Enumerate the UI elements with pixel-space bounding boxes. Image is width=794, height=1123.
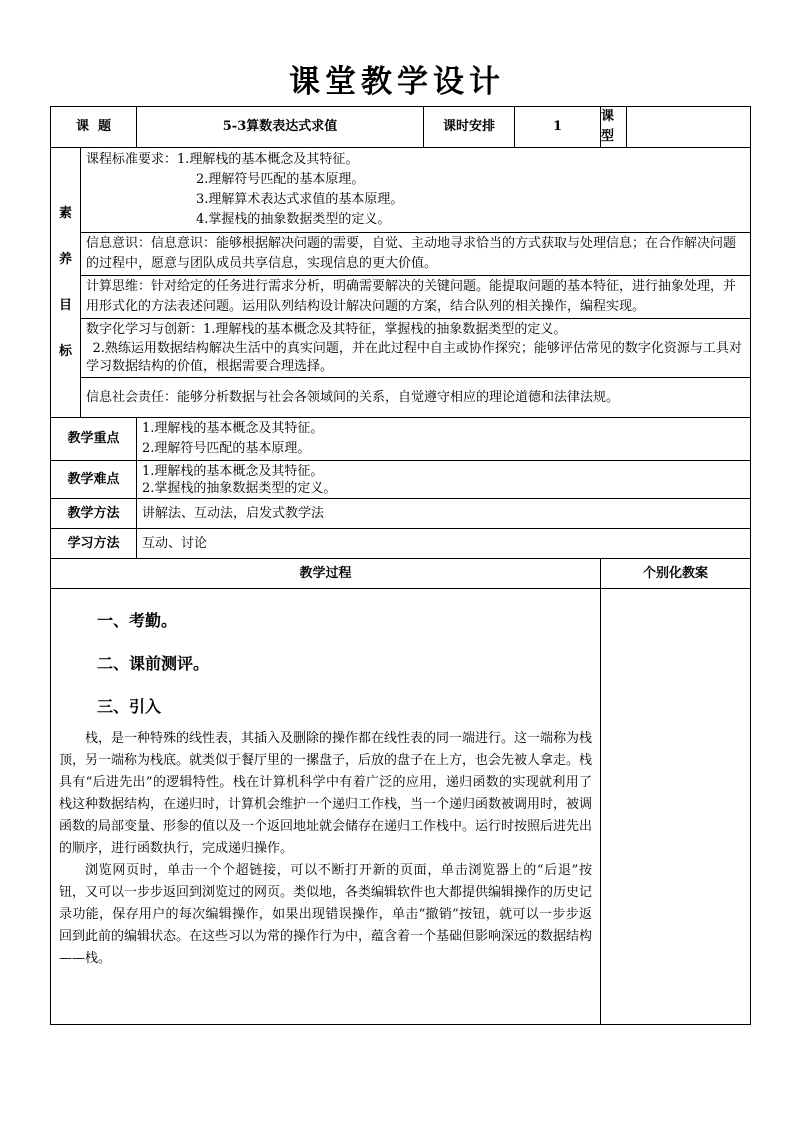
learning-methods-label: 学习方法 <box>51 529 137 559</box>
teaching-methods-label: 教学方法 <box>51 499 137 529</box>
literacy-label-char: 素 <box>58 205 72 221</box>
individual-plan-head: 个别化教案 <box>601 559 751 589</box>
literacy-label <box>51 148 81 418</box>
section-heading: 二、课前测评。 <box>97 654 210 673</box>
topic-value: 5-3算数表达式求值 <box>137 107 424 148</box>
literacy-label-char: 目 <box>58 297 72 313</box>
individual-plan-body <box>601 589 751 1025</box>
key-point-item: 2.理解符号匹配的基本原理。 <box>142 441 311 456</box>
schedule-value: 1 <box>515 107 601 148</box>
difficulties-label: 教学难点 <box>51 461 137 499</box>
teaching-methods-value: 讲解法、互动法，启发式教学法 <box>137 499 751 529</box>
difficulty-item: 1.理解栈的基本概念及其特征。 <box>142 463 324 479</box>
schedule-label: 课时安排 <box>424 107 515 148</box>
key-point-item: 1.理解栈的基本概念及其特征。 <box>142 421 324 436</box>
digital-learning-line: 2.熟练运用数据结构解决生活中的真实问题，并在此过程中自主或协作探究；能够评估常见的数字化资源与工具对学习数据结构的价值，根据需要合理选择。 <box>86 341 742 374</box>
literacy-label-char: 标 <box>58 343 72 359</box>
process-head: 教学过程 <box>51 559 601 589</box>
social-responsibility: 信息社会责任：能够分析数据与社会各领域间的关系，自觉遵守相应的理论道德和法律法规。 <box>81 378 751 418</box>
learning-methods-value: 互动、讨论 <box>137 529 751 559</box>
digital-learning <box>81 319 751 378</box>
computational-thinking: 计算思维：针对给定的任务进行需求分析，明确需要解决的关键问题。能提取问题的基本特征，进行抽象处理，并用形式化的方法表述问题。运用队列结构设计解决问题的方案，结合队列的相关操作，编程实现。 <box>81 276 751 319</box>
curriculum-item: 3.理解算术表达式求值的基本原理。 <box>196 192 404 207</box>
lesson-design-table <box>50 106 751 1025</box>
info-awareness: 信息意识：信息意识：能够根据解决问题的需要，自觉、主动地寻求恰当的方式获取与处理信息；在合作解决问题的过程中，愿意与团队成员共享信息，实现信息的更大价值。 <box>81 233 751 276</box>
difficulty-item: 2.掌握栈的抽象数据类型的定义。 <box>142 480 337 496</box>
section-heading: 一、考勤。 <box>97 611 178 630</box>
topic-label: 课 题 <box>51 107 137 148</box>
curriculum-item: 2.理解符号匹配的基本原理。 <box>196 172 365 187</box>
intro-paragraph: 栈，是一种特殊的线性表，其插入及删除的操作都在线性表的同一端进行。这一端称为栈顶，另一端称为栈底。就类似于餐厅里的一摞盘子，后放的盘子在上方，也会先被人拿走。栈具有“后进先出”的逻辑特性。栈在计算机科学中有着广泛的应用，递归函数的实现就利用了栈这种数据结构，在递归时，计算机会维护一个递归工作栈，当一个递归函数被调用时，被调函数的局部变量、形参的值以及一个返回地址就会储存在递归工作栈中。运行时按照后进先出的顺序，进行函数执行，完成递归操作。 <box>59 731 593 856</box>
curriculum-requirements <box>81 148 751 233</box>
difficulties-content <box>137 461 751 499</box>
process-body <box>51 589 601 1025</box>
digital-learning-line: 数字化学习与创新：1.理解栈的基本概念及其特征，掌握栈的抽象数据类型的定义。 <box>86 322 567 337</box>
page-title: 课堂教学设计 <box>289 64 505 100</box>
type-value <box>627 107 751 148</box>
section-heading: 三、引入 <box>97 697 162 716</box>
curriculum-lead: 课程标准要求： <box>86 152 178 167</box>
literacy-label-char: 养 <box>58 251 72 267</box>
curriculum-item: 4.掌握栈的抽象数据类型的定义。 <box>196 212 391 227</box>
type-label: 课型 <box>601 107 627 148</box>
key-points-content <box>137 418 751 461</box>
curriculum-item: 1.理解栈的基本概念及其特征。 <box>177 152 359 167</box>
header-row <box>51 107 751 148</box>
intro-paragraph: 浏览网页时，单击一个个超链接，可以不断打开新的页面，单击浏览器上的“后退”按钮，又可以一步步返回到浏览过的网页。类似地，各类编辑软件也大都提供编辑操作的历史记录功能，保存用户的每次编辑操作，如果出现错误操作，单击“撤销”按钮，就可以一步步返回到此前的编辑状态。在这些习以为常的操作行为中，蕴含着一个基础但影响深远的数据结构——栈。 <box>59 863 593 966</box>
key-points-label: 教学重点 <box>51 418 137 461</box>
